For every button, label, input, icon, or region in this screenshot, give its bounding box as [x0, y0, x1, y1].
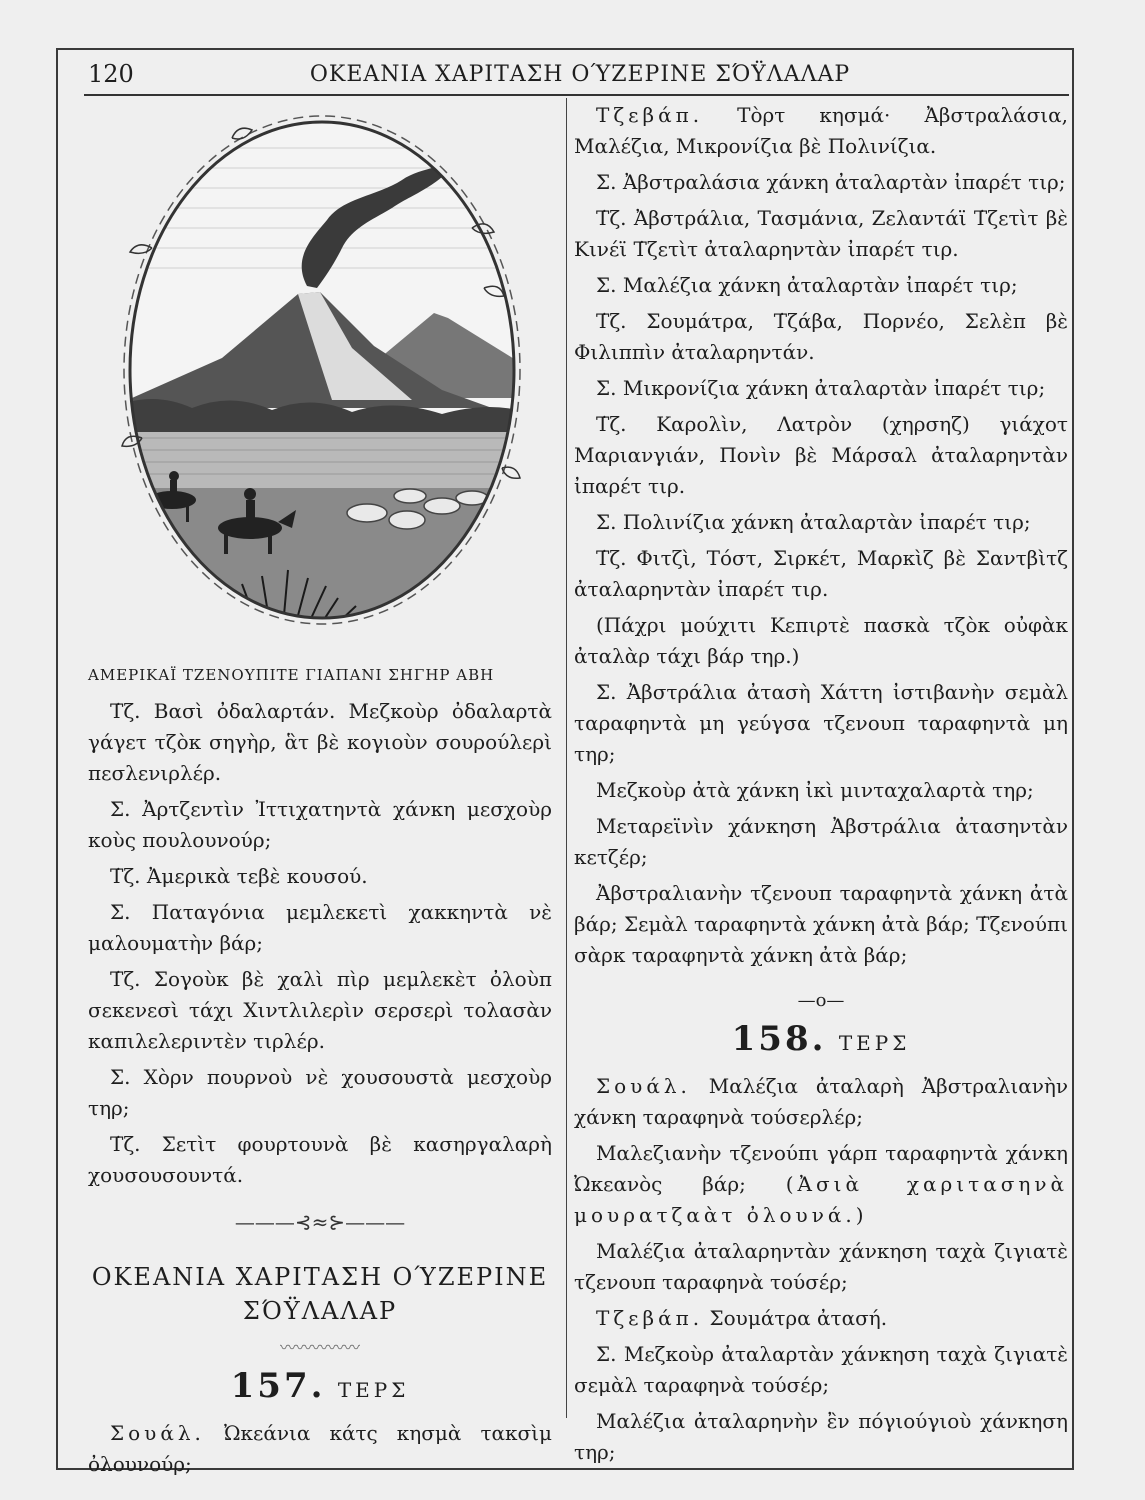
paragraph: Σ. Ἀβστραλάσια χάνκη ἀταλαρτὰν ἰπαρέτ τιρ; [596, 170, 1066, 194]
sual-label: Σουάλ. [110, 1421, 205, 1445]
illustration-caption: ΑΜΕΡΙΚΑΪ ΤΖΕΝΟΥΠΙΤΕ ΓΙΑΠΑΝΙ ΣΗΓΗΡ ΑΒΗ [88, 666, 495, 684]
page-number: 120 [88, 60, 134, 88]
lesson-number: 158. [731, 1019, 827, 1059]
lesson-number: 157. [230, 1366, 326, 1406]
answer-paragraph [574, 100, 1068, 162]
dash-ornament: —o— [797, 990, 845, 1011]
paragraph: Τ̇ζ. Καρολὶν, Λατρὸν (χηρσηζ) γιάχοτ Μαριανγιάν, Πονὶν βὲ Μάρσαλ ἀταλαρηντὰν ἰπαρέτ τιρ. [574, 412, 1068, 498]
paragraph: Τ̇ζ. Φιτζὶ, Τόστ, Σιρκέτ, Μαρκὶζ βὲ Σαντβὶτζ ἀταλαρηντὰν ἰπαρέτ τιρ. [574, 546, 1068, 601]
section-title-line: ΣΌΫΛΑΛΑΡ [242, 1297, 398, 1325]
paragraph: Τ̇ζ. Βασὶ ὀδαλαρτάν. Μεζκοὺρ ὀδαλαρτὰ γάγετ τζὸκ σηγὴρ, ἃτ βὲ κογιοὺν σουρούλερὶ πεσλενιρλέρ. [88, 699, 552, 785]
volcano-engraving-illustration [112, 108, 532, 638]
paragraph: (Πάχρι μούχιτι Κεπιρτὲ πασκὰ τζὸκ οὐφὰκ ἀταλὰρ τάχι βάρ τηρ.) [574, 613, 1068, 668]
paragraph: Τ̇ζ. Σογοὺκ βὲ χαλὶ πὶρ μεμλεκὲτ ὀλοὺπ σεκενεσὶ τάχι Χιντλιλερὶν σερσερὶ τολασὰν καπιλελεριντὲν τιρλέρ. [88, 967, 552, 1053]
paragraph: Σ. Παταγόνια μεμλεκετὶ χακκηντὰ νὲ μαλουματὴν βάρ; [88, 900, 552, 955]
wavy-rule: 〰〰〰〰〰 [279, 1338, 360, 1357]
lesson-heading [88, 1366, 552, 1406]
paragraph [574, 1138, 1068, 1231]
tzevap-label: Τζεβάπ. [596, 103, 704, 127]
tzevap-text: Σουμάτρα ἀτασή. [709, 1306, 888, 1330]
oceanos-text: Μαλεζιανὴν τζενούπι γάρπ ταραφηντὰ χάνκη Ὠκεανὸς βάρ; [574, 1141, 1068, 1196]
oceanos-spaced-note: (Ἀσιὰ χαριτασηνὰ μουρατζαὰτ ὀλουνά.) [574, 1172, 1068, 1227]
paragraph: Σ. Ἀβστράλια ἀτασὴ Χάττη ἰστιβανὴν σεμὰλ ταραφηντὰ μη γεύγσα τζενουπ ταραφηντὰ μη τηρ; [574, 680, 1068, 766]
sual-label: Σουάλ. [596, 1074, 691, 1098]
section-title-line: ΟΚΕΑΝΙΑ ΧΑΡΙΤΑΣΗ ΟΎΖΕΡΙΝΕ [91, 1263, 549, 1291]
ornament-rule: ———⊰≈⊱——— [234, 1210, 406, 1234]
paragraph: Τ̇ζ. Ἀβστράλια, Τασμάνια, Ζελαντάϊ Τ̇ζετὶτ βὲ Κινέϊ Τ̇ζετὶτ ἀταλαρηντὰν ἰπαρέτ τιρ. [574, 206, 1068, 261]
left-column [88, 660, 552, 1485]
paragraph: Μεταρεϊνὶν χάνκηση Ἀβστράλια ἀτασηντὰν κετζέρ; [574, 814, 1068, 869]
lesson-word: ΤΕΡΣ [337, 1378, 410, 1402]
paragraph: Σ. Μεζκοὺρ ἀταλαρτὰν χάνκηση ταχὰ ζιγιατὲ σεμὰλ ταραφηνὰ τούσέρ; [574, 1342, 1068, 1397]
column-divider [566, 98, 567, 1418]
section-title [88, 1260, 552, 1328]
question-paragraph [574, 1071, 1068, 1133]
paragraph: Σ. Χὸρν πουρνοὺ νὲ χουσουστὰ μεσχοὺρ τηρ; [88, 1065, 552, 1120]
paragraph: Ἀβστραλιανὴν τζενουπ ταραφηντὰ χάνκη ἀτὰ βάρ; Σεμὰλ ταραφηντὰ χάνκη ἀτὰ βάρ; Τ̇ζενούπι σὰρκ ταραφηντὰ χάνκη ἀτὰ βάρ; [574, 881, 1068, 967]
paragraph: Σ. Μαλέζια χάνκη ἀταλαρτὰν ἰπαρέτ τιρ; [596, 273, 1018, 297]
paragraph: Τ̇ζ. Σουμάτρα, Τ̇ζάβα, Πορνέο, Σελὲπ βὲ Φιλιππὶν ἀταλαρηντάν. [574, 309, 1068, 364]
paragraph: Μαλέζια ἀταλαρηνὴν ἒν πόγιούγιοὺ χάνκηση τηρ; [574, 1409, 1068, 1464]
paragraph: Σ. Ἀρτζεντὶν Ἰττιχατηντὰ χάνκη μεσχοὺρ κοὺς πουλουνούρ; [88, 797, 552, 852]
sual-text: Μαλέζια ἀταλαρὴ Ἀβστραλιανὴν χάνκη ταραφηνὰ τούσερλέρ; [574, 1074, 1069, 1129]
paragraph: Μεζκοὺρ ἀτὰ χάνκη ἰκὶ μινταχαλαρτὰ τηρ; [596, 778, 1034, 802]
paragraph: Σ. Πολινίζια χάνκη ἀταλαρτὰν ἰπαρέτ τιρ; [596, 510, 1031, 534]
tzevap-text: Τὸρτ κησμά· Ἀβστραλάσια, Μαλέζια, Μικρονίζια βὲ Πολινίζια. [574, 103, 1068, 158]
sual-text: Ὠκεάνια κάτς κησμὰ τακσὶμ ὀλουνούρ; [88, 1421, 552, 1476]
paragraph: Σ. Μικρονίζια χάνκη ἀταλαρτὰν ἰπαρέτ τιρ; [596, 376, 1046, 400]
header-rule [84, 94, 1069, 96]
answer-paragraph [574, 1303, 1068, 1334]
paragraph: Τ̇ζ. Σετὶτ φουρτουνὰ βὲ κασηργαλαρὴ χουσουσουντά. [88, 1132, 552, 1187]
right-column [574, 100, 1068, 1473]
question-paragraph [88, 1418, 552, 1480]
paragraph: Τ̇ζ. Ἀμερικὰ τεβὲ κουσού. [110, 864, 368, 888]
lesson-word: ΤΕΡΣ [838, 1031, 911, 1055]
lesson-heading [574, 1019, 1068, 1059]
paragraph: Μαλέζια ἀταλαρηντὰν χάνκηση ταχὰ ζιγιατὲ τζενουπ ταραφηνὰ τούσέρ; [574, 1239, 1068, 1294]
running-title: ΟΚΕΑΝΙΑ ΧΑΡΙΤΑΣΗ ΟΎΖΕΡΙΝΕ ΣΌΫΛΑΛΑΡ [309, 62, 851, 87]
tzevap-label: Τζεβάπ. [596, 1306, 704, 1330]
